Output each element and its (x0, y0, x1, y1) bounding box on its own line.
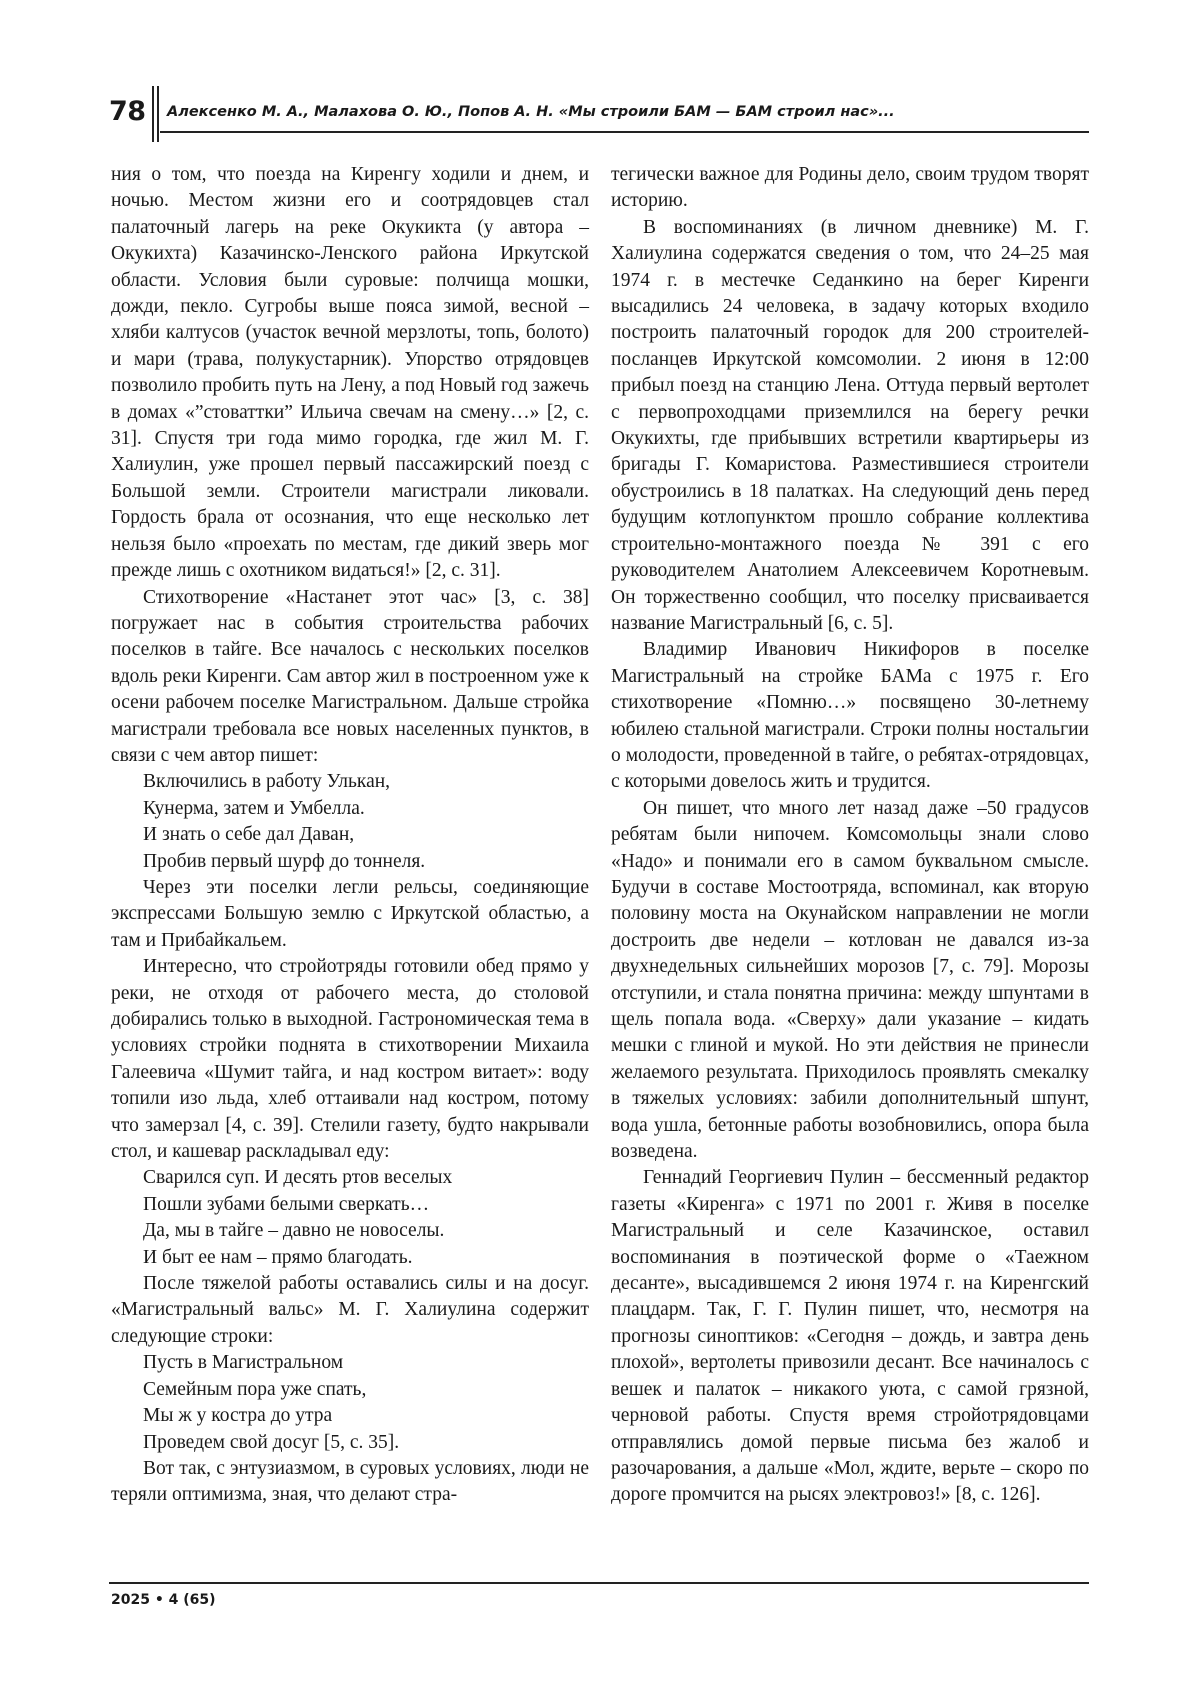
header-vertical-rule (152, 86, 154, 142)
verse-line: Семейным пора уже спать, (143, 1378, 367, 1400)
paragraph: В воспоминаниях (в личном дневнике) М. Г. Халиулина содержатся сведения о том, что 24–25 мая 1974 г. в местечке Седанкино на берег Киренги высадились 24 человека, в задачу которых входило построить палаточный городок для 200 строителей-посланцев Иркутской комсомолии. 2 июня в 12:00 прибыл поезд на станцию Лена. Оттуда первый вертолет с первопроходцами приземлился на берегу речки Окукихты, где прибывших встретили квартирьеры из бригады Г. Комаристова. Разместившиеся строители обустроились в 18 палатках. На следующий день перед будущим котлопунктом прошло собрание коллектива строительно-монтажного поезда № 391 с его руководителем Анатолием Алексеевичем Коротневым. Он торжественно сообщил, что поселку присваивается название Магистральный [6, с. 5]. (611, 216, 1089, 634)
paragraph: Геннадий Георгиевич Пулин – бессменный редактор газеты «Киренга» с 1971 по 2001 г. Живя в поселке Магистральный и селе Казачинское, оставил воспоминания в поэтической форме о «Таежном десанте», высадившемся 2 июня 1974 г. на Киренгский плацдарм. Так, Г. Г. Пулин пишет, что, несмотря на прогнозы синоптиков: «Сегодня – дождь, и завтра день плохой», вертолеты привозили десант. Все начиналось с вешек и палаток – никакого уюта, с самой грязной, черновой работы. Спустя время стройотрядовцами отправлялись домой первые письма без жалоб и разочарования, а дальше «Мол, ждите, верьте – скоро по дороге промчится на рысях электровоз!» [8, с. 126]. (611, 1167, 1089, 1506)
issue-label: 2025 • 4 (65) (111, 1592, 216, 1608)
footer-rule (109, 1582, 1089, 1584)
header-horizontal-rule (160, 131, 1089, 133)
paragraph: Владимир Иванович Никифоров в поселке Магистральный на стройке БАМа с 1975 г. Его стихотворение «Помню…» посвящено 30-летнему юбилею стальной магистрали. Строки полны ностальгии о молодости, проведенной в тайге, о ребятах-отрядовцах, с которыми довелось жить и трудится. (611, 639, 1089, 793)
verse-line: Пусть в Магистральном (143, 1352, 344, 1374)
verse-line: И знать о себе дал Даван, (143, 824, 355, 846)
running-head: Алексенко М. А., Малахова О. Ю., Попов А. Н. «Мы строили БАМ — БАМ строил нас»... (167, 104, 895, 120)
left-column (111, 162, 589, 1509)
header-vertical-rule (157, 86, 159, 142)
verse (111, 1350, 589, 1456)
verse (111, 769, 589, 875)
paragraph: Вот так, с энтузиазмом, в суровых условиях, люди не теряли оптимизма, зная, что делают стра- (111, 1457, 589, 1506)
paragraph: Он пишет, что много лет назад даже –50 градусов ребятам были нипочем. Комсомольцы знали слово «Надо» и понимали его в самом буквальном смысле. Будучи в составе Мостоотряда, вспоминал, как вторую половину моста на Окунайском направлении не могли достроить две недели – котлован не давался из-за двухнедельных сильнейших морозов [7, с. 79]. Морозы отступили, и стала понятна причина: между шпунтами в щель попала вода. «Сверху» дали указание – кидать мешки с глиной и мукой. Но эти действия не принесли желаемого результата. Приходилось проявлять смекалку в тяжелых условиях: забили дополнительный шпунт, вода ушла, бетонные работы возобновились, опора была возведена. (611, 797, 1089, 1163)
verse-line: И быт ее нам – прямо благодать. (143, 1246, 413, 1268)
verse-line: Проведем свой досуг [5, с. 35]. (143, 1431, 400, 1453)
verse (111, 1165, 589, 1271)
verse-line: Сварился суп. И десять ртов веселых (143, 1167, 453, 1189)
paragraph: тегически важное для Родины дело, своим трудом творят историю. (611, 164, 1089, 212)
verse-line: Пробив первый шурф до тоннеля. (143, 850, 426, 872)
verse-line: Да, мы в тайге – давно не новоселы. (143, 1220, 445, 1242)
page-number: 78 (109, 96, 146, 127)
paragraph: После тяжелой работы оставались силы и на досуг. «Магистральный вальс» М. Г. Халиулина содержит следующие строки: (111, 1273, 589, 1347)
verse-line: Пошли зубами белыми сверкать… (143, 1193, 430, 1215)
verse-line: Мы ж у костра до утра (143, 1405, 333, 1427)
verse-line: Включились в работу Улькан, (143, 771, 391, 793)
verse-line: Кунерма, затем и Умбелла. (143, 797, 365, 819)
right-column (611, 162, 1089, 1509)
paragraph: ния о том, что поезда на Киренгу ходили и днем, и ночью. Местом жизни его и соотрядовцев стал палаточный лагерь на реке Окукикта (у автора – Окукихта) Казачинско-Ленского района Иркутской области. Условия были суровые: полчища мошки, дожди, пекло. Сугробы выше пояса зимой, весной – хляби калтусов (участок вечной мерзлоты, топь, болото) и мари (трава, полукустарник). Упорство отрядовцев позволило пробить путь на Лену, а под Новый год зажечь в домах «”стоваттки” Ильича свечам на смену…» [2, с. 31]. Спустя три года мимо городка, где жил М. Г. Халиулин, уже прошел первый пассажирский поезд с Большой земли. Строители магистрали ликовали. Гордость брала от осознания, что еще несколько лет нельзя было «проехать по местам, где дикий зверь мог прежде лишь с охотником видаться!» [2, с. 31]. (111, 164, 589, 582)
paragraph: Через эти поселки легли рельсы, соединяющие экспрессами Большую землю с Иркутской областью, а там и Прибайкальем. (111, 876, 589, 951)
paragraph: Стихотворение «Настанет этот час» [3, с. 38] погружает нас в события строительства рабочих поселков в тайге. Все началось с нескольких поселков вдоль реки Киренги. Сам автор жил в построенном уже к осени рабочем поселке Магистральном. Дальше стройка магистрали требовала все новых населенных пунктов, в связи с чем автор пишет: (111, 586, 589, 766)
paragraph: Интересно, что стройотряды готовили обед прямо у реки, не отходя от рабочего места, до столовой добирались только в выходной. Гастрономическая тема в условиях стройки поднята в стихотворении Михаила Галеевича «Шумит тайга, и над костром витает»: воду топили изо льда, хлеб оттаивали над костром, потому что замерзал [4, с. 39]. Стелили газету, будто накрывали стол, и кашевар раскладывал еду: (111, 956, 589, 1163)
